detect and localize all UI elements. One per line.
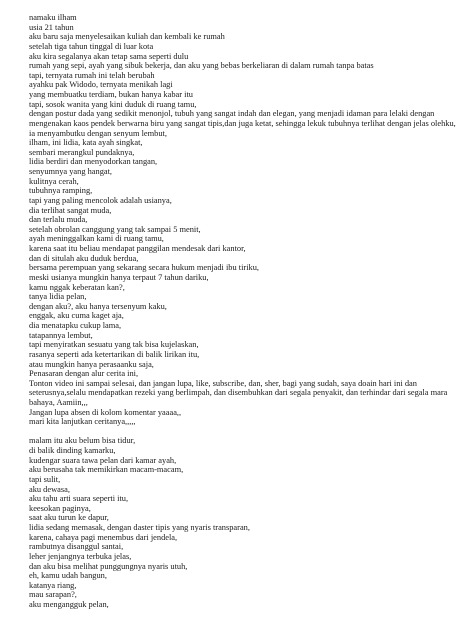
text-line: keesokan paginya,: [29, 503, 91, 513]
text-line: ilham, ini lidia, kata ayah singkat,: [29, 138, 143, 148]
text-line: ayah meninggalkan kami di ruang tamu,: [29, 234, 164, 244]
text-line: ayahku pak Widodo, ternyata menikah lagi: [29, 80, 173, 90]
text-line: kamu nggak keberatan kan?,: [29, 282, 125, 292]
text-line: meski usianya mungkin hanya terpaut 7 tahun dariku,: [29, 272, 209, 282]
text-line: tapi, ternyata rumah ini telah berubah: [29, 70, 155, 80]
text-line: aku kira segalanya akan tetap sama seperti dulu: [29, 51, 189, 61]
text-line: Tonton video ini sampai selesai, dan jangan lupa, like, subscribe, dan, sher, bagi yang sudah, saya doain hari ini dan seterusnya,selalu mendapatkan rezeki yang berlimpah, dan disembuhkan dari segala penyakit, dan terhindar dari segala mara bahaya, Aamiin,,,: [29, 378, 448, 407]
text-line: aku berusaha tak memikirkan macam-macam,: [29, 465, 184, 475]
text-line: tapi yang paling mencolok adalah usianya,: [29, 195, 172, 205]
blank-line: [29, 427, 461, 437]
text-line: Jangan lupa absen di kolom komentar yaaaa,,: [29, 407, 182, 417]
text-line: malam itu aku belum bisa tidur,: [29, 436, 136, 446]
text-line: eh, kamu udah bangun,: [29, 571, 107, 581]
text-line: tubuhnya ramping,: [29, 186, 93, 196]
text-line: di balik dinding kamarku,: [29, 446, 116, 456]
text-line: dia menatapku cukup lama,: [29, 321, 122, 330]
text-line: aku tahu arti suara seperti itu,: [29, 494, 129, 504]
text-line: namaku ilham: [29, 13, 77, 22]
text-line: leher jenjangnya terbuka jelas,: [29, 551, 132, 561]
text-line: usia 21 tahun: [29, 22, 74, 32]
text-line: dan terlalu muda,: [29, 215, 88, 225]
text-line: sembari merangkul pundaknya,: [29, 147, 135, 157]
text-line: yang membuatku terdiam, bukan hanya kabar itu: [29, 90, 193, 99]
text-line: karena saat itu beliau mendapat panggilan mendesak dari kantor,: [29, 244, 246, 253]
text-line: tanya lidia pelan,: [29, 292, 87, 302]
text-line: saat aku turun ke dapur,: [29, 513, 109, 523]
text-line: senyumnya yang hangat,: [29, 167, 113, 176]
text-line: katanya riang,: [29, 580, 77, 590]
text-line: tapi sulit,: [29, 474, 61, 484]
text-line: tapi menyiratkan sesuatu yang tak bisa kujelaskan,: [29, 340, 199, 350]
text-line: ia menyambutku dengan senyum lembut,: [29, 128, 167, 138]
text-line: aku dewasa,: [29, 484, 70, 494]
text-line: mau sarapan?,: [29, 590, 77, 600]
text-line: setelah obrolan canggung yang tak sampai 5 menit,: [29, 224, 201, 234]
text-line: lidia berdiri dan menyodorkan tangan,: [29, 157, 158, 167]
text-line: aku mengangguk pelan,: [29, 600, 109, 610]
text-line: enggak, aku cuma kaget aja,: [29, 311, 124, 321]
text-line: rasanya seperti ada ketertarikan di balik lirikan itu,: [29, 349, 200, 359]
story-text-block: [29, 13, 461, 610]
text-line: kudengar suara tawa pelan dari kamar ayah,: [29, 455, 177, 465]
text-line: rumah yang sepi, ayah yang sibuk bekerja, dan aku yang bebas berkeliaran di dalam rumah tanpa batas: [29, 61, 374, 71]
text-line: karena, cahaya pagi menembus dari jendela,: [29, 532, 178, 542]
text-line: dengan aku?, aku hanya tersenyum kaku,: [29, 301, 167, 311]
text-line: atau mungkin hanya perasaanku saja,: [29, 359, 154, 369]
text-line: rambutnya disanggul santai,: [29, 542, 124, 552]
text-line: tapi, sosok wanita yang kini duduk di ruang tamu,: [29, 99, 197, 109]
text-line: setelah tiga tahun tinggal di luar kota: [29, 41, 154, 51]
text-line: kulitnya cerah,: [29, 176, 79, 186]
text-line: aku baru saja menyelesaikan kuliah dan kembali ke rumah: [29, 32, 225, 42]
text-line: tatapannya lembut,: [29, 330, 93, 340]
text-line: dan aku bisa melihat punggungnya nyaris utuh,: [29, 561, 188, 571]
text-line: dia terlihat sangat muda,: [29, 205, 112, 215]
text-line: bersama perempuan yang sekarang secara hukum menjadi ibu tiriku,: [29, 263, 259, 273]
text-line: mari kita lanjutkan ceritanya,,,,,: [29, 417, 136, 427]
text-line: dan di situlah aku duduk berdua,: [29, 253, 139, 263]
text-line: Penasaran dengan alur cerita ini,: [29, 369, 139, 379]
text-line: lidia sedang memasak, dengan daster tipis yang nyaris transparan,: [29, 523, 250, 533]
text-line: dengan postur dada yang sedikit menonjol, tubuh yang sangat indah dan elegan, yang menjadi idaman para lelaki dengan mengenakan kaos pendek berwarna biru yang sangat tipis,dan juga ketat, sehingga lekuk tubuhnya terlihat dengan jelas olehku,: [29, 109, 456, 128]
